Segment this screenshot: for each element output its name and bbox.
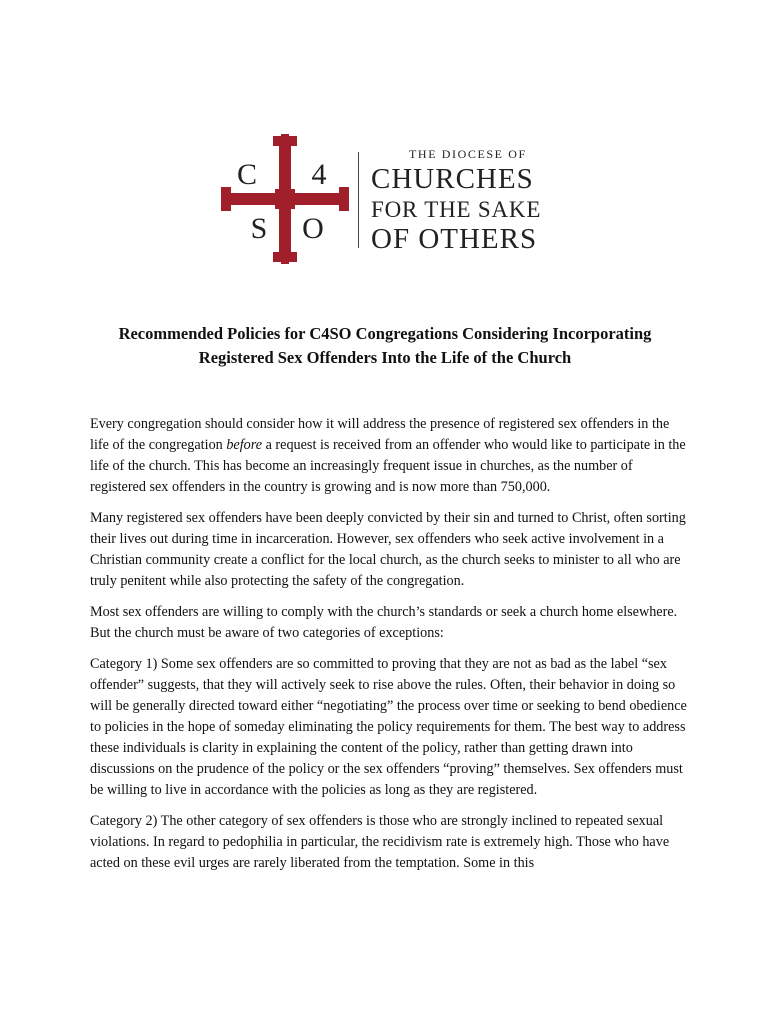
diocese-logo [221, 134, 551, 264]
document-title [60, 322, 710, 370]
paragraph-intro-part-a: Every congregation should consider how it will address the presence of registered sex offenders in the life of the congregation [90, 416, 670, 453]
logo-letter-c: C [236, 158, 258, 191]
paragraph-conflict: Many registered sex offenders have been deeply convicted by their sin and turned to Christ, often sorting their lives out during time in incarceration. However, sex offenders who seek active involvement in a Christian community create a conflict for the local church, as the church seeks to minister to all who are truly penitent while also protecting the safety of the congregation. [90, 510, 686, 589]
logo-line-of-others: OF OTHERS [371, 223, 538, 255]
logo-wordmark [371, 146, 571, 255]
logo-letter-s: S [250, 212, 268, 245]
paragraph-intro-part-b: a request is received from an offender who would like to participate in the life of the church. This has become an increasingly frequent issue in churches, as the number of registered sex offenders in the country is growing and is now more than 750,000. [90, 437, 686, 495]
paragraph-exceptions: Most sex offenders are willing to comply with the church’s standards or seek a church home elsewhere. But the church must be aware of two categories of exceptions: [90, 604, 678, 641]
emphasis-before: before [226, 437, 263, 453]
paragraph-category-1: Category 1) Some sex offenders are so committed to proving that they are not as bad as the label “sex offender” suggests, that they will actively seek to rise above the rules. Often, their behavior in doing so will be generally directed toward either “negotiating” the process over time or seeking to bend obedience to policies in the hope of someday eliminating the policy requirements for them. The best way to address these individuals is clarity in explaining the content of the policy, rather than getting drawn into discussions on the prudence of the policy or the sex offenders “proving” themselves. Sex offenders must be willing to live in accordance with the policies as long as they are registered. [90, 656, 687, 798]
paragraph-intro [90, 414, 690, 498]
title-line-1: Recommended Policies for C4SO Congregations Considering Incorporating [118, 324, 652, 343]
title-line-2: Registered Sex Offenders Into the Life of the Church [198, 348, 572, 367]
logo-letter-4: 4 [311, 158, 327, 191]
paragraph-category-2: Category 2) The other category of sex offenders is those who are strongly inclined to repeated sexual violations. In regard to pedophilia in particular, the recidivism rate is extremely high. Those who have acted on these evil urges are rarely liberated from the temptation. Some in this [90, 813, 670, 871]
logo-line-churches: CHURCHES [371, 163, 534, 195]
cross-emblem [221, 134, 349, 264]
logo-line-for-the-sake: FOR THE SAKE [371, 197, 542, 222]
logo-divider [358, 152, 359, 248]
logo-subtitle: THE DIOCESE OF [409, 147, 527, 161]
logo-letter-o: O [302, 212, 324, 245]
document-body [90, 414, 690, 884]
